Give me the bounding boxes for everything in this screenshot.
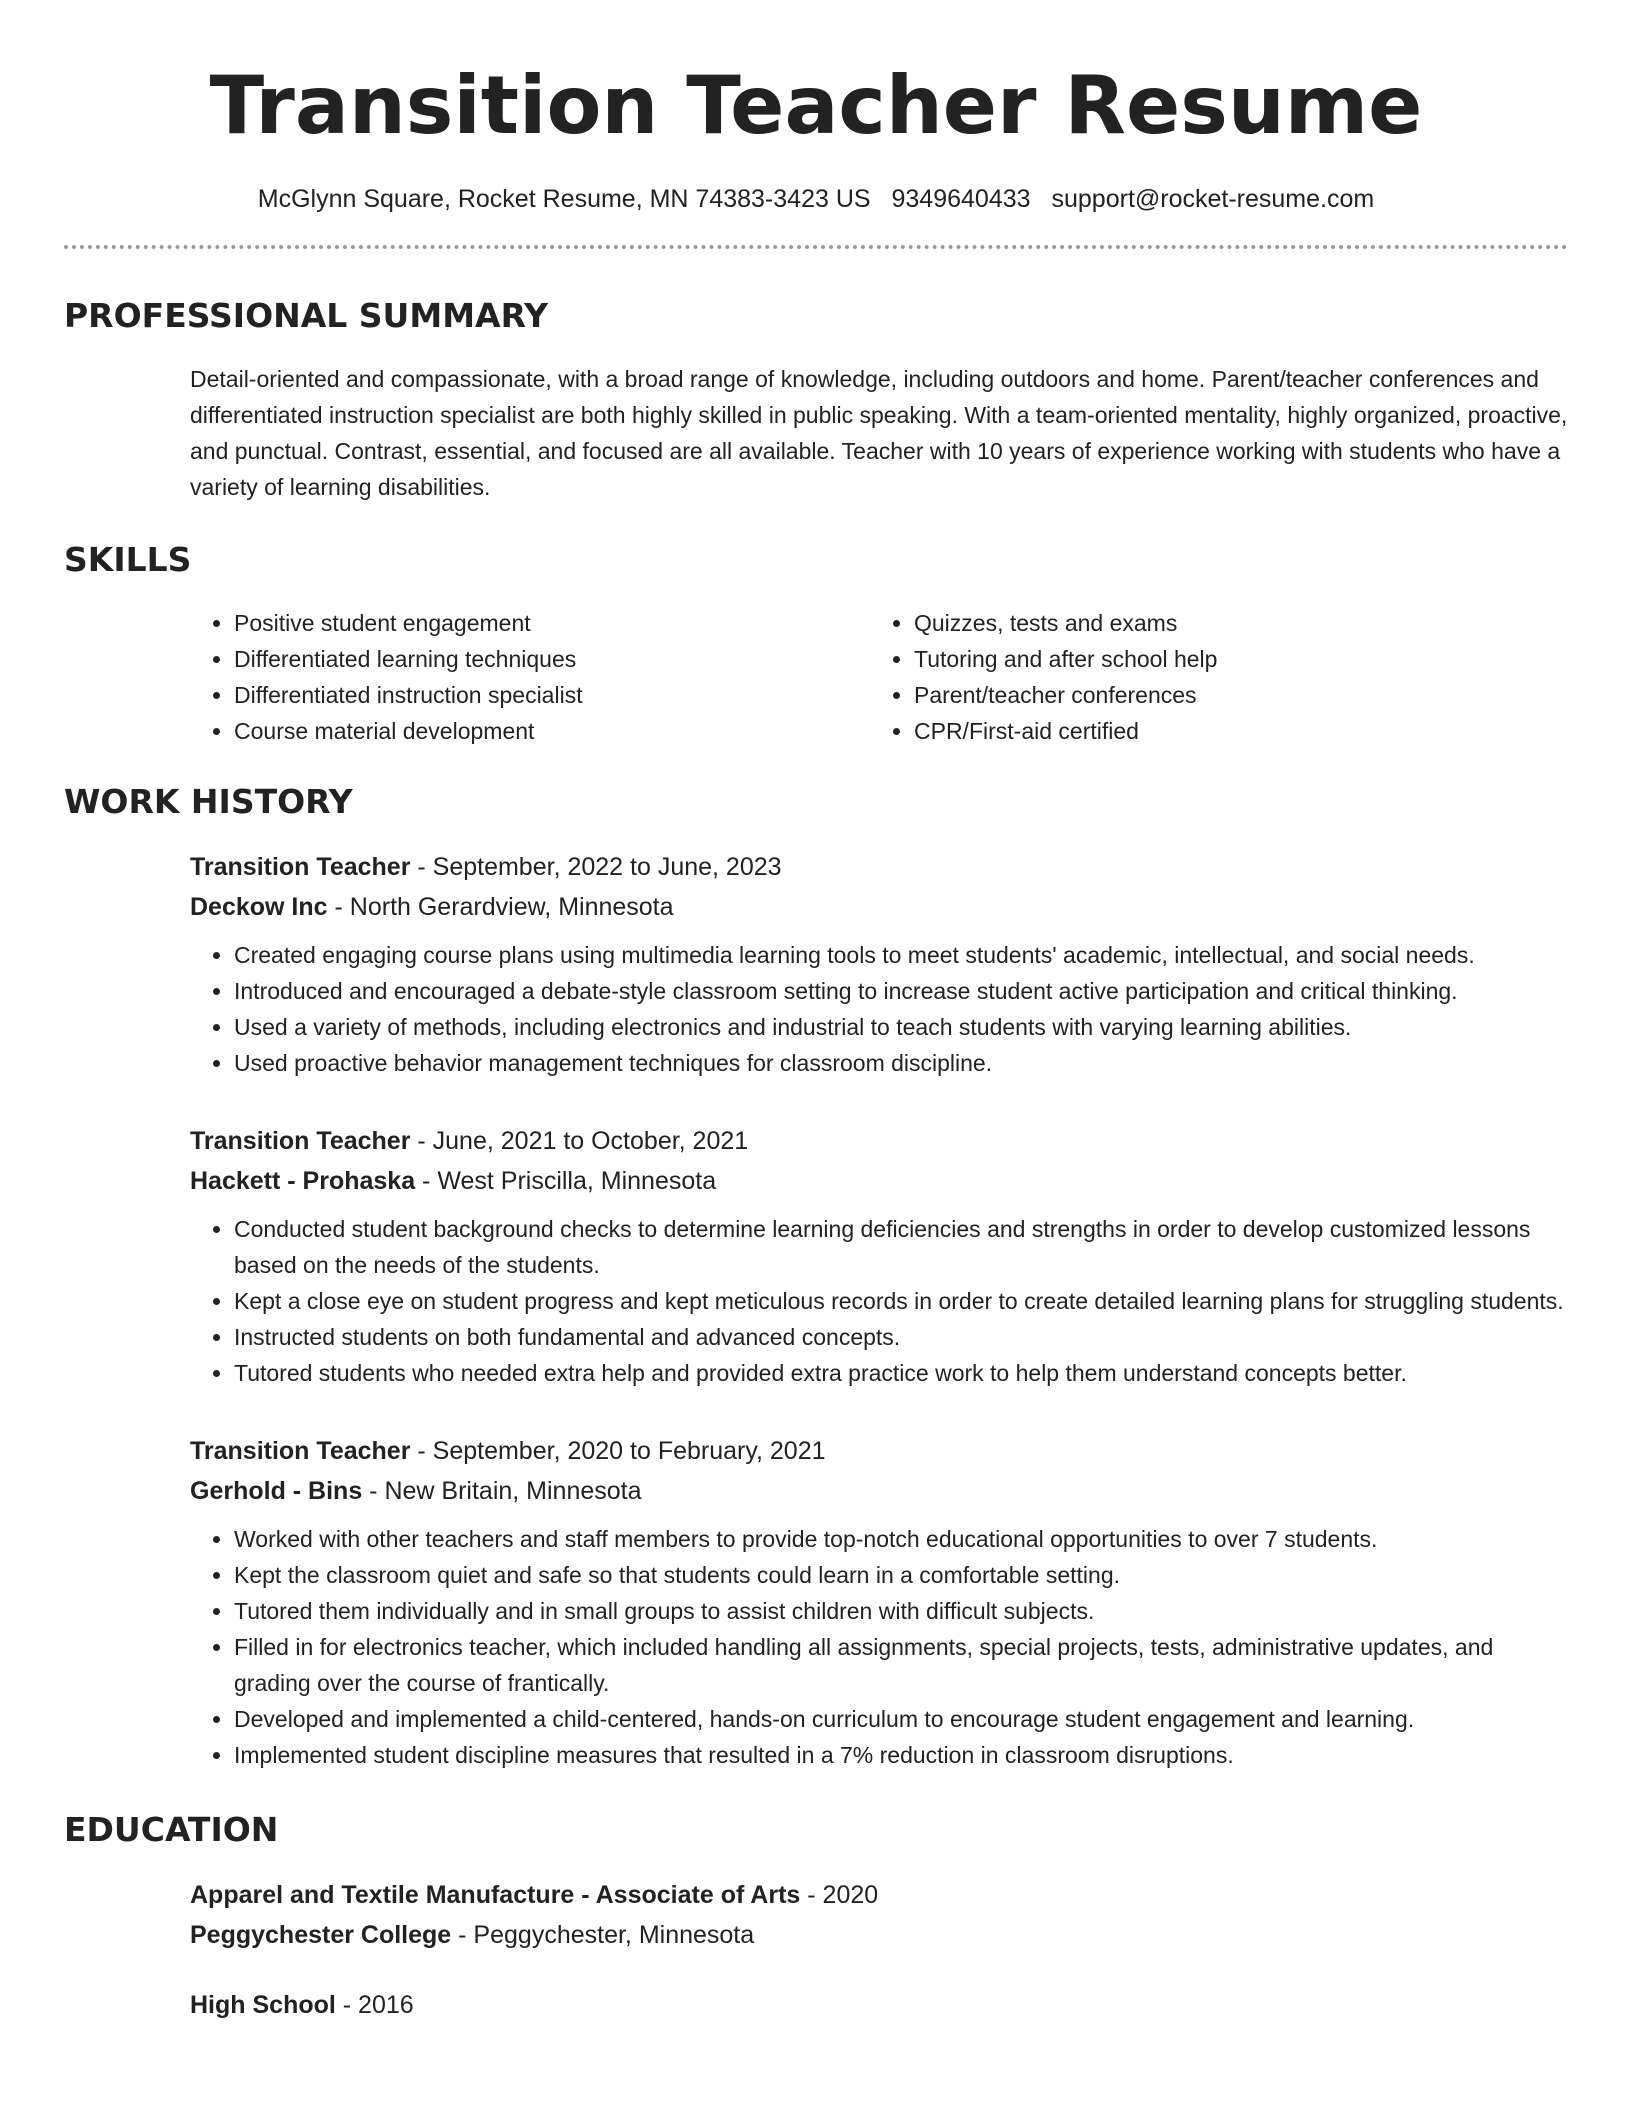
education-section — [64, 1809, 1568, 2025]
education-year: - 2016 — [335, 1991, 414, 2019]
job-company-line — [190, 1161, 1568, 1201]
job-bullet: • Used proactive behavior management techniques for classroom discipline. — [234, 1045, 1568, 1081]
education-degree-line — [190, 1875, 1568, 1915]
resume-title: Transition Teacher Resume — [209, 59, 1423, 152]
education-school: Peggychester College — [190, 1921, 452, 1949]
job-dates: - June, 2021 to October, 2021 — [410, 1127, 749, 1155]
job-title-line — [190, 1121, 1568, 1161]
job-bullets — [190, 1211, 1568, 1391]
skill-item: • Tutoring and after school help — [914, 641, 1550, 677]
skill-item: • Quizzes, tests and exams — [914, 605, 1550, 641]
job-dates: - September, 2020 to February, 2021 — [410, 1437, 826, 1465]
work-history-section — [64, 781, 1568, 1773]
job-company: Gerhold - Bins — [190, 1477, 363, 1505]
skill-item: • Course material development — [234, 713, 870, 749]
education-degree: High School — [190, 1991, 336, 2019]
job-company-line — [190, 1471, 1568, 1511]
job-title-line — [190, 847, 1568, 887]
job-bullet: • Tutored students who needed extra help and provided extra practice work to help them understand concepts better. — [234, 1355, 1568, 1391]
skills-heading: SKILLS — [64, 540, 192, 579]
job-location: - West Priscilla, Minnesota — [415, 1167, 717, 1195]
job-company-line — [190, 887, 1568, 927]
education-heading: EDUCATION — [64, 1810, 279, 1849]
job-bullet: • Kept a close eye on student progress and kept meticulous records in order to create detailed learning plans for struggling students. — [234, 1283, 1568, 1319]
job-bullet: • Introduced and encouraged a debate-style classroom setting to increase student active participation and critical thinking. — [234, 973, 1568, 1009]
contact-phone: 9349640433 — [891, 185, 1031, 213]
job-title: Transition Teacher — [190, 1127, 411, 1155]
job-title: Transition Teacher — [190, 1437, 411, 1465]
job-title: Transition Teacher — [190, 853, 411, 881]
education-location: - Peggychester, Minnesota — [451, 1921, 755, 1949]
contact-line — [64, 182, 1568, 216]
summary-text: Detail-oriented and compassionate, with a broad range of knowledge, including outdoors and home. Parent/teacher conferences and differentiated instruction specialist are both highly skilled in public speaking. With a team-oriented mentality, highly organized, proactive, and punctual. Contrast, essential, and focused are all available. Teacher with 10 years of experience working with students who have a variety of learning disabilities. — [190, 366, 1568, 500]
education-entry — [190, 1875, 1568, 1955]
education-degree: Apparel and Textile Manufacture - Associate of Arts — [190, 1881, 801, 1909]
skill-item: • Positive student engagement — [234, 605, 870, 641]
skills-section — [64, 539, 1568, 749]
job-bullet: • Conducted student background checks to determine learning deficiencies and strengths in order to develop customized lessons based on the needs of the students. — [234, 1211, 1568, 1283]
skill-item: • Differentiated learning techniques — [234, 641, 870, 677]
job-title-line — [190, 1431, 1568, 1471]
summary-section — [64, 295, 1568, 505]
education-entry — [190, 1985, 1568, 2025]
job-bullets — [190, 1521, 1568, 1773]
skill-item: • CPR/First-aid certified — [914, 713, 1550, 749]
skills-grid — [190, 605, 1568, 749]
job-entry — [190, 1431, 1568, 1773]
education-school-line — [190, 1915, 1568, 1955]
job-bullet: • Worked with other teachers and staff members to provide top-notch educational opportunities to over 7 students. — [234, 1521, 1568, 1557]
education-year: - 2020 — [800, 1881, 879, 1909]
job-location: - North Gerardview, Minnesota — [327, 893, 674, 921]
job-bullet: • Used a variety of methods, including electronics and industrial to teach students with varying learning abilities. — [234, 1009, 1568, 1045]
skills-right-column — [870, 605, 1550, 749]
skill-item: • Differentiated instruction specialist — [234, 677, 870, 713]
job-bullet: • Instructed students on both fundamental and advanced concepts. — [234, 1319, 1568, 1355]
job-entry — [190, 1121, 1568, 1391]
contact-email: support@rocket-resume.com — [1051, 185, 1375, 213]
job-location: - New Britain, Minnesota — [362, 1477, 642, 1505]
job-bullet: • Created engaging course plans using multimedia learning tools to meet students' academic, intellectual, and social needs. — [234, 937, 1568, 973]
job-entry — [190, 847, 1568, 1081]
job-bullet: • Implemented student discipline measures that resulted in a 7% reduction in classroom disruptions. — [234, 1737, 1568, 1773]
contact-address: McGlynn Square, Rocket Resume, MN 74383-3423 US — [257, 185, 871, 213]
summary-heading: PROFESSIONAL SUMMARY — [64, 296, 549, 335]
job-bullet: • Filled in for electronics teacher, which included handling all assignments, special projects, tests, administrative updates, and grading over the course of frantically. — [234, 1629, 1568, 1701]
header-divider — [64, 245, 1568, 249]
job-bullets — [190, 937, 1568, 1081]
skill-item: • Parent/teacher conferences — [914, 677, 1550, 713]
skills-left-column — [190, 605, 870, 749]
education-degree-line — [190, 1985, 1568, 2025]
job-company: Deckow Inc — [190, 893, 328, 921]
job-bullet: • Developed and implemented a child-centered, hands-on curriculum to encourage student engagement and learning. — [234, 1701, 1568, 1737]
job-bullet: • Kept the classroom quiet and safe so that students could learn in a comfortable setting. — [234, 1557, 1568, 1593]
work-history-heading: WORK HISTORY — [64, 782, 353, 821]
job-dates: - September, 2022 to June, 2023 — [410, 853, 782, 881]
job-company: Hackett - Prohaska — [190, 1167, 416, 1195]
job-bullet: • Tutored them individually and in small groups to assist children with difficult subjects. — [234, 1593, 1568, 1629]
